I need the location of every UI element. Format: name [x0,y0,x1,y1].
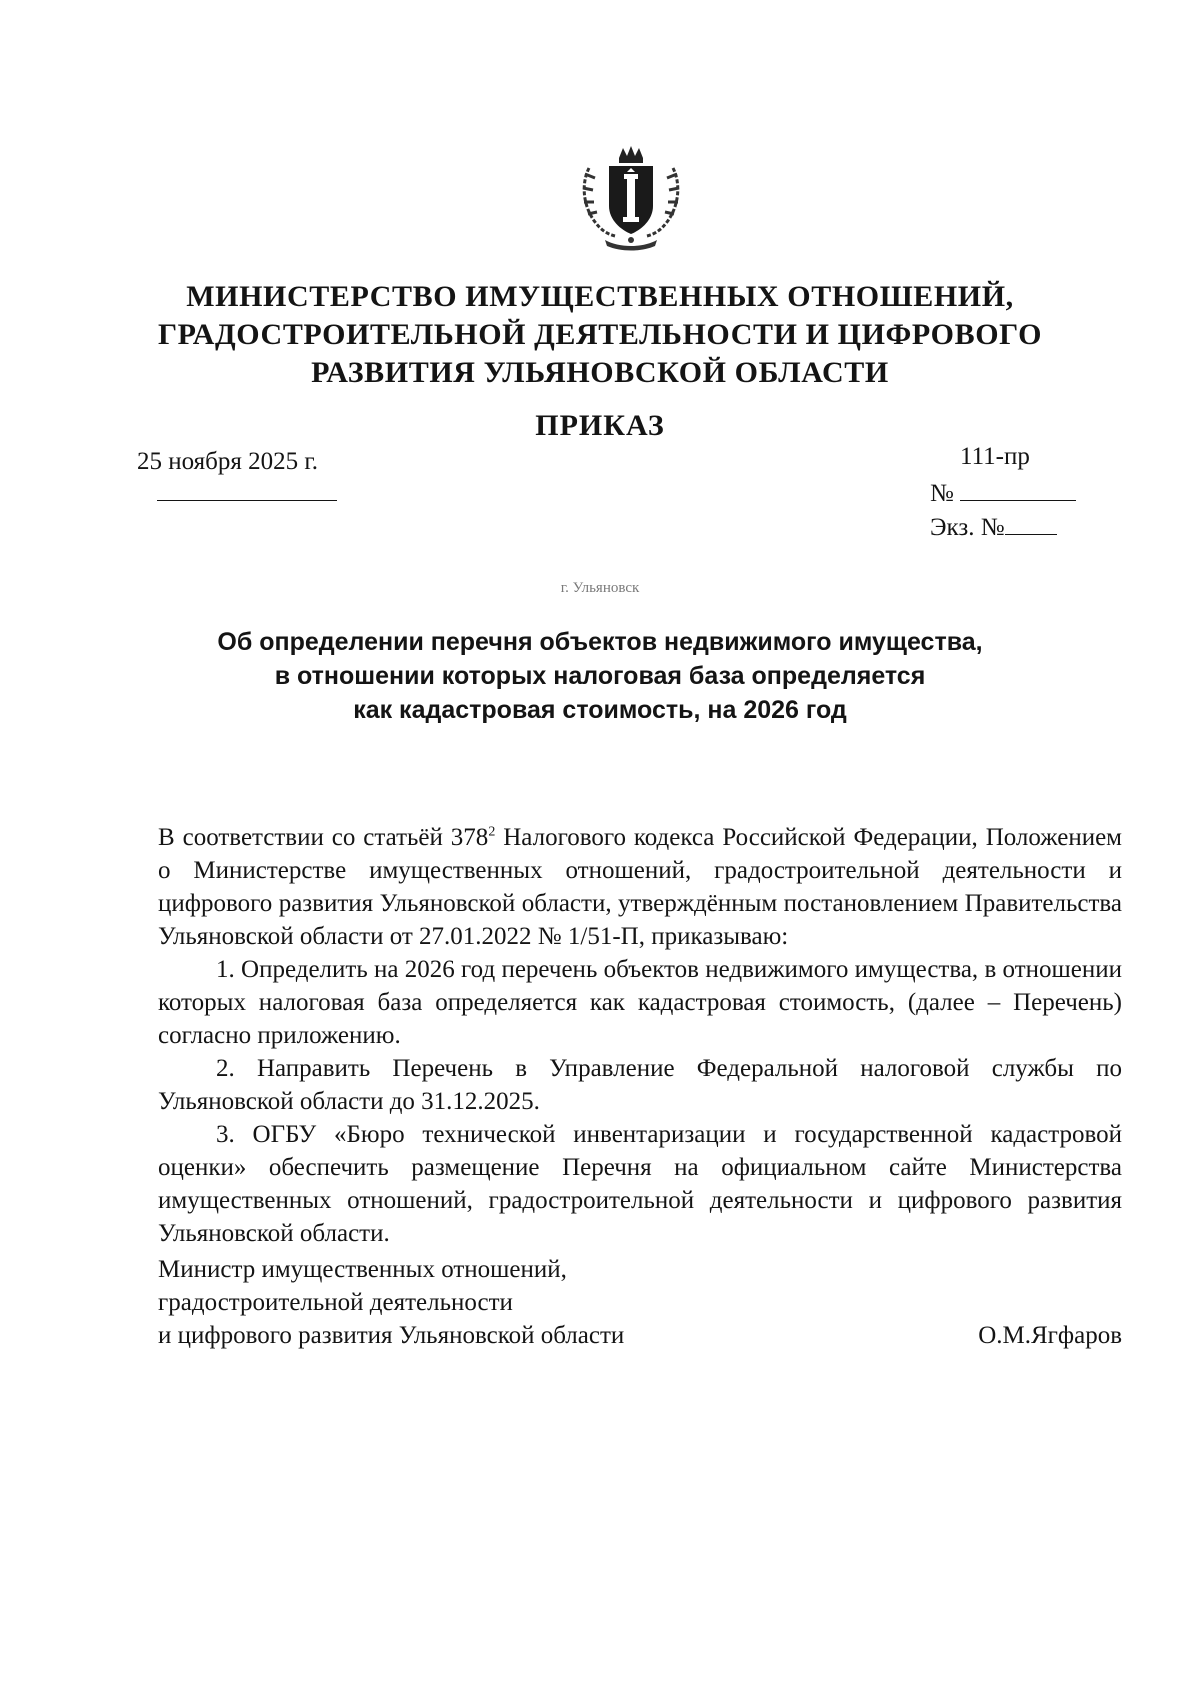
order-item: 3. ОГБУ «Бюро технической инвентаризации и государственной кадастровой оценки» обеспечить размещение Перечня на официальном сайте Министерства имущественных отношений, градостроительной деятельности и цифрового развития Ульяновской области. [158,1121,1122,1247]
number-field [930,478,1076,508]
preamble [158,821,1122,953]
article-superscript: 2 [488,824,496,840]
number-blank [960,478,1076,501]
preamble-end: Налогового кодекса Российской Федерации, Положением о Министерстве имущественных отношений, градостроительной деятельности и цифрового развития Ульяновской области, утверждённым постановлением Правительства Ульяновской области от 27.01.2022 № 1/51-П, приказываю: [158,824,1122,950]
date-underline [157,500,337,501]
subject-line: в отношении которых налоговая база определяется [274,662,926,690]
order-number: 111-пр [960,443,1030,470]
subject-line: Об определении перечня объектов недвижимого имущества, [217,628,983,656]
coat-of-arms-icon [575,144,687,256]
order-date: 25 ноября 2025 г. [137,448,319,475]
ministry-line: РАЗВИТИЯ УЛЬЯНОВСКОЙ ОБЛАСТИ [311,356,889,389]
ministry-line: ГРАДОСТРОИТЕЛЬНОЙ ДЕЯТЕЛЬНОСТИ И ЦИФРОВОГО [157,318,1043,351]
signatory-name: О.М.Ягфаров [978,1322,1122,1349]
signatory-position [158,1253,624,1352]
position-line: и цифрового развития Ульяновской области [158,1322,625,1349]
order-item: 2. Направить Перечень в Управление Федеральной налоговой службы по Ульяновской области до 31.12.2025. [158,1055,1122,1115]
position-line: градостроительной деятельности [158,1289,513,1316]
city: г. Ульяновск [560,580,640,596]
subject-line: как кадастровая стоимость, на 2026 год [353,696,847,724]
document-type: ПРИКАЗ [535,409,665,442]
order-subject [150,625,1050,727]
preamble-start: В соответствии со статьёй 378 [158,824,489,851]
order-body [158,821,1122,1250]
copy-field [930,512,1057,542]
number-label: № [930,480,954,507]
ministry-line: МИНИСТЕРСТВО ИМУЩЕСТВЕННЫХ ОТНОШЕНИЙ, [186,280,1014,313]
order-item: 1. Определить на 2026 год перечень объектов недвижимого имущества, в отношении которых налоговая база определяется как кадастровая стоимость, (далее – Перечень) согласно приложению. [158,956,1122,1049]
copy-label: Экз. № [930,514,1005,541]
position-line: Министр имущественных отношений, [158,1256,567,1283]
ministry-name [150,278,1050,392]
copy-blank [1005,512,1057,535]
